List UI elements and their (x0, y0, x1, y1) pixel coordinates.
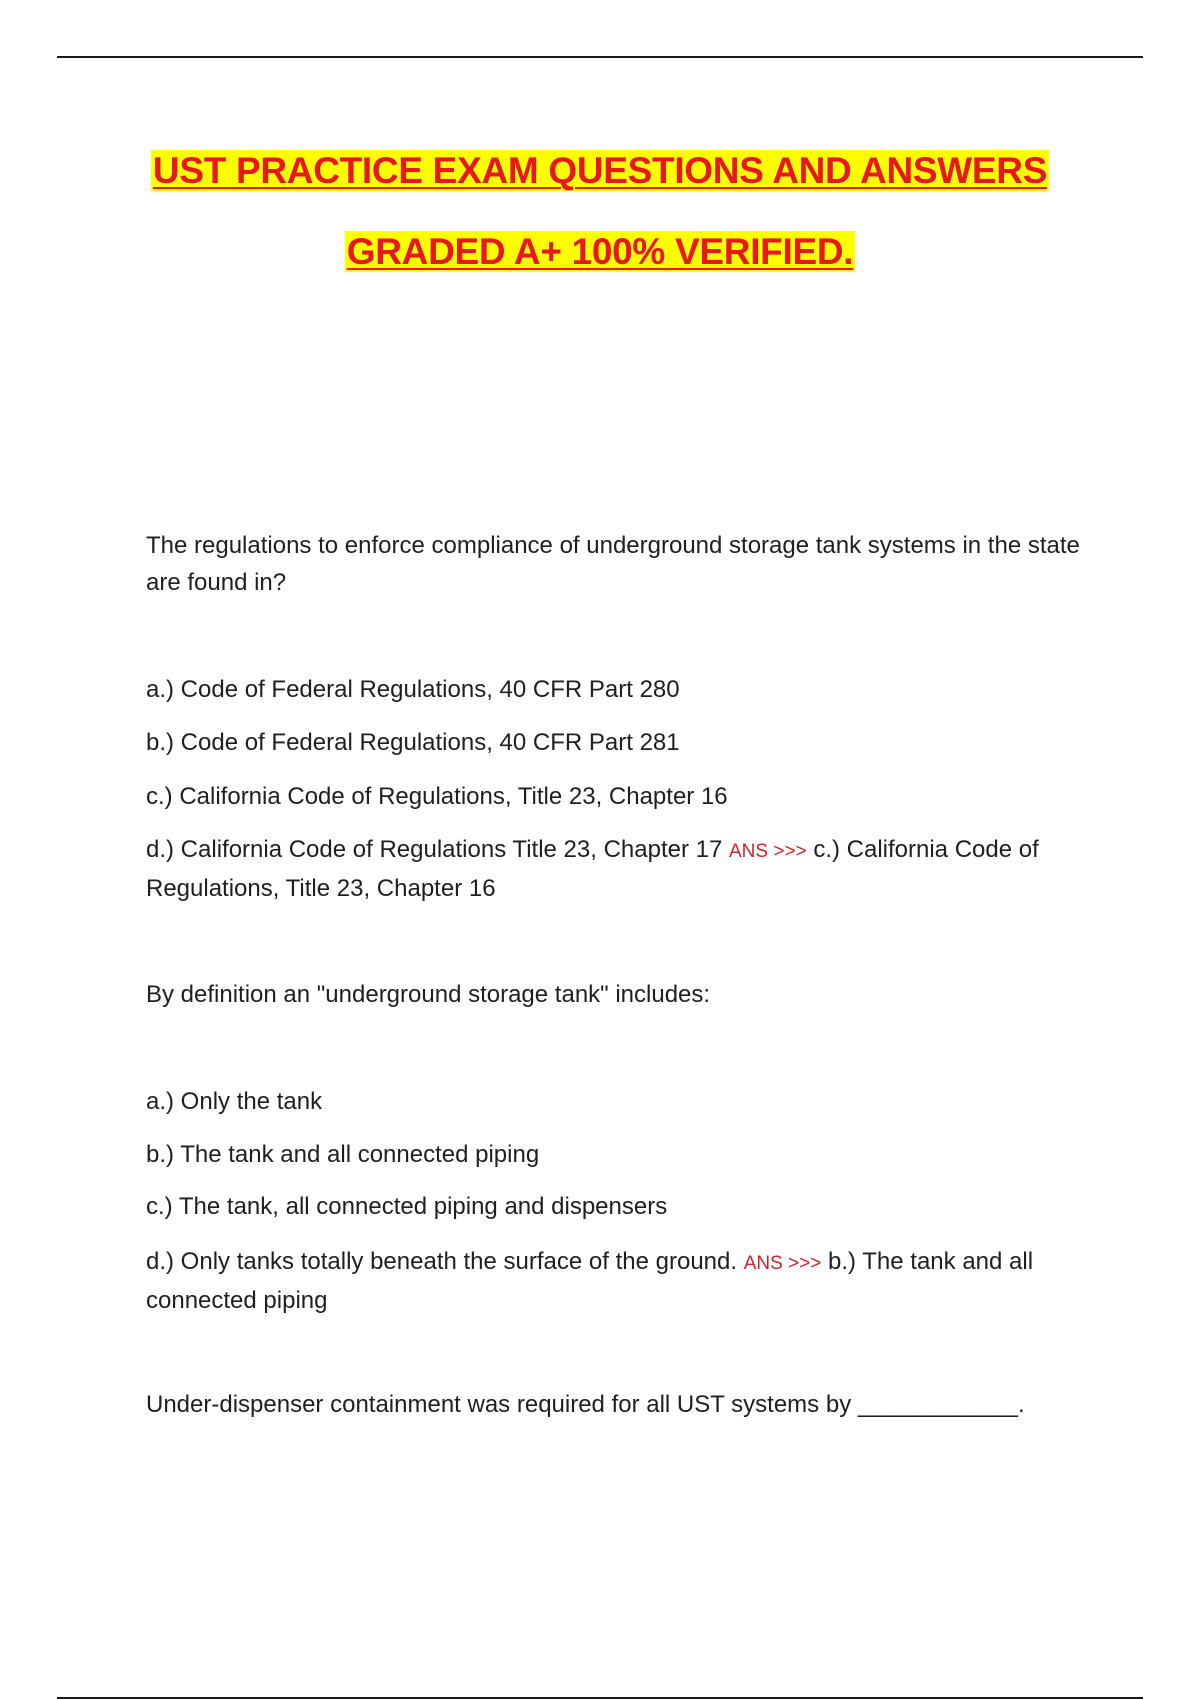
question-1-option-d-with-answer (146, 831, 1096, 907)
question-2-option-c: c.) The tank, all connected piping and dispensers (146, 1193, 668, 1220)
title-text-2: GRADED A+ 100% VERIFIED. (346, 231, 854, 272)
answer-label: ANS >>> (743, 1253, 822, 1274)
bottom-rule (57, 1697, 1143, 1699)
question-1-option-c: c.) California Code of Regulations, Title 23, Chapter 16 (146, 783, 728, 810)
question-2-option-d-with-answer (146, 1243, 1096, 1319)
question-2-option-a: a.) Only the tank (146, 1088, 323, 1115)
title-text-1: UST PRACTICE EXAM QUESTIONS AND ANSWERS (152, 150, 1048, 191)
question-2-option-d: d.) Only tanks totally beneath the surface of the ground. (146, 1248, 738, 1275)
question-1-option-d: d.) California Code of Regulations Title 23, Chapter 17 (146, 836, 723, 863)
question-3-text: Under-dispenser containment was required for all UST systems by ____________. (146, 1391, 1025, 1418)
question-1-text: The regulations to enforce compliance of underground storage tank systems in the state are found in? (146, 532, 1080, 596)
question-1-answer: c.) California Code of Regulations, Title 23, Chapter 16 (146, 836, 1039, 902)
question-2-answer: b.) The tank and all connected piping (146, 1248, 1034, 1314)
document-title-line-2 (0, 231, 1200, 273)
question-2-text: By definition an "underground storage tank" includes: (146, 981, 711, 1008)
top-rule (57, 56, 1143, 58)
question-1-option-a: a.) Code of Federal Regulations, 40 CFR Part 280 (146, 676, 680, 703)
answer-label: ANS >>> (729, 841, 807, 862)
question-1-option-b: b.) Code of Federal Regulations, 40 CFR Part 281 (146, 729, 680, 756)
document-title-line-1 (0, 150, 1200, 192)
question-2-option-b: b.) The tank and all connected piping (146, 1141, 540, 1168)
